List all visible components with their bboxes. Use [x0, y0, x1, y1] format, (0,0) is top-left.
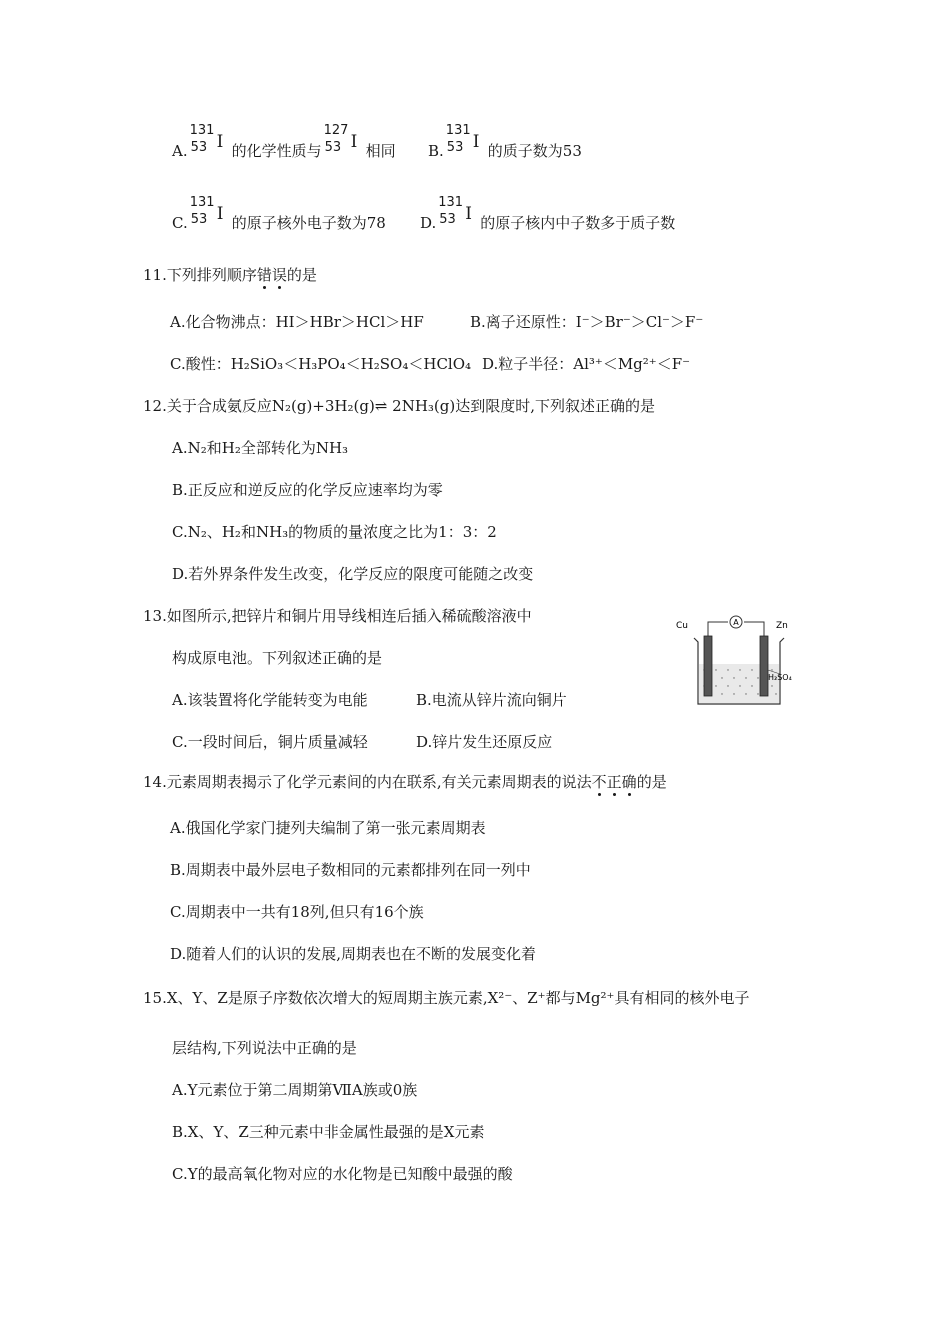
q11-stem: 11.下列排列顺序错误的是 — [143, 266, 317, 284]
q14-option-b: B.周期表中最外层电子数相同的元素都排列在同一列中 — [170, 861, 531, 879]
q10-option-d: D. 131 53 I 的原子核内中子数多于质子数 — [420, 195, 676, 232]
q13-stem-line2: 构成原电池。下列叙述正确的是 — [172, 649, 383, 667]
q13-option-d: D.锌片发生还原反应 — [416, 733, 553, 751]
q15-option-a: A.Y元素位于第二周期第ⅦA族或0族 — [172, 1081, 418, 1099]
q13-option-c: C.一段时间后，铜片质量减轻 — [172, 733, 368, 751]
q11-option-c: C.酸性：H₂SiO₃＜H₃PO₄＜H₂SO₄＜HClO₄ — [170, 355, 472, 373]
q15-option-b: B.X、Y、Z三种元素中非金属性最强的是X元素 — [172, 1123, 485, 1141]
q14-stem: 14.元素周期表揭示了化学元素间的内在联系,有关元素周期表的说法不正确的是 — [143, 773, 667, 791]
isotope-i131: 131 53 I — [438, 195, 472, 227]
q10-option-c: C. 131 53 I 的原子核外电子数为78 — [172, 195, 386, 232]
q10-option-a: A. 131 53 I 的化学性质与 127 53 I 相同 — [172, 123, 396, 160]
q10-option-b: B. 131 53 I 的质子数为53 — [428, 123, 582, 160]
isotope-i131: 131 53 I — [189, 123, 224, 155]
galvanic-cell-diagram — [672, 608, 808, 708]
option-label: A. — [172, 142, 188, 160]
cu-label: Cu — [676, 621, 688, 631]
zn-label: Zn — [776, 621, 788, 631]
q12-option-b: B.正反应和逆反应的化学反应速率均为零 — [172, 481, 443, 499]
q15-stem-line2: 层结构,下列说法中正确的是 — [172, 1039, 357, 1057]
q12-option-d: D.若外界条件发生改变，化学反应的限度可能随之改变 — [172, 565, 534, 583]
copper-electrode — [704, 636, 712, 696]
q14-option-c: C.周期表中一共有18列,但只有16个族 — [170, 903, 424, 921]
q13-option-a: A.该装置将化学能转变为电能 — [172, 691, 368, 709]
q11-option-a: A.化合物沸点：HI＞HBr＞HCl＞HF — [170, 313, 424, 331]
meter-label: A — [733, 618, 739, 627]
q11-option-d: D.粒子半径：Al³⁺＜Mg²⁺＜F⁻ — [482, 355, 691, 373]
h2so4-label: H₂SO₄ — [768, 673, 792, 682]
q15-stem-line1: 15.X、Y、Z是原子序数依次增大的短周期主族元素,X²⁻、Z⁺都与Mg²⁺具有相同的核外电子 — [143, 989, 750, 1007]
isotope-i131: 131 53 I — [189, 195, 224, 227]
q15-option-c: C.Y的最高氧化物对应的水化物是已知酸中最强的酸 — [172, 1165, 513, 1183]
q14-option-d: D.随着人们的认识的发展,周期表也在不断的发展变化着 — [170, 945, 537, 963]
isotope-i131: 131 53 I — [445, 123, 480, 155]
zinc-electrode — [760, 636, 768, 696]
q13-option-b: B.电流从锌片流向铜片 — [416, 691, 567, 709]
q12-stem: 12.关于合成氨反应N₂(g)+3H₂(g)⇌ 2NH₃(g)达到限度时,下列叙述正确的是 — [143, 397, 655, 415]
q14-option-a: A.俄国化学家门捷列夫编制了第一张元素周期表 — [170, 819, 486, 837]
q11-option-b: B.离子还原性：I⁻＞Br⁻＞Cl⁻＞F⁻ — [470, 313, 704, 331]
q13-stem-line1: 13.如图所示,把锌片和铜片用导线相连后插入稀硫酸溶液中 — [143, 607, 532, 625]
q12-option-c: C.N₂、H₂和NH₃的物质的量浓度之比为1：3：2 — [172, 523, 497, 541]
isotope-i127: 127 53 I — [323, 123, 358, 155]
q12-option-a: A.N₂和H₂全部转化为NH₃ — [172, 439, 349, 457]
